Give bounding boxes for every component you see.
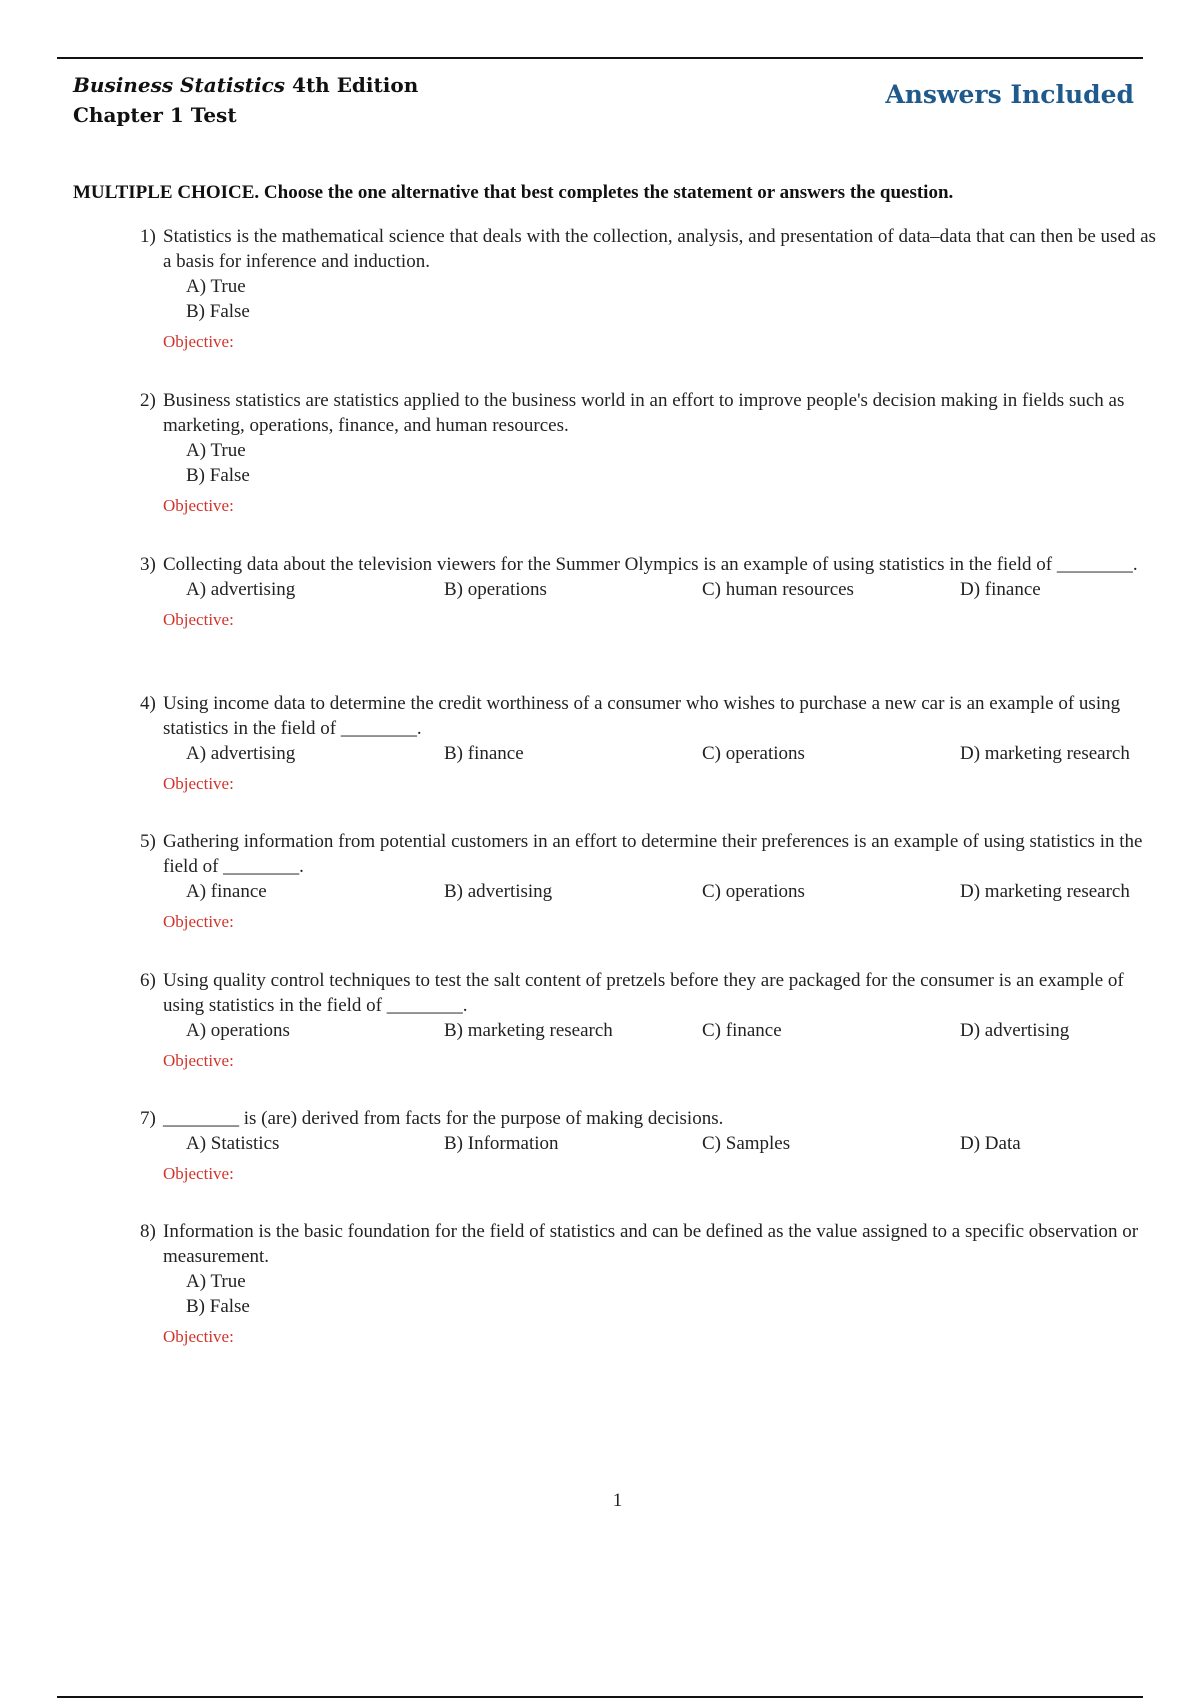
option-a: A) Statistics [186, 1133, 280, 1154]
question-text: Business statistics are statistics applied to the business world in an effort to improve people's decision making in fields such as marketing, operations, finance, and human resources. [163, 390, 1125, 436]
question-text: Statistics is the mathematical science that deals with the collection, analysis, and presentation of data–data that can then be used as a basis for inference and induction. [163, 226, 1156, 272]
option-a: A) advertising [186, 579, 296, 600]
question-stem [140, 388, 1160, 438]
question-number: 1) [140, 226, 156, 247]
question-text: Information is the basic foundation for the field of statistics and can be defined as the value assigned to a specific observation or measurement. [163, 1221, 1139, 1267]
option-a: A) operations [186, 1020, 290, 1041]
question-number: 2) [140, 390, 156, 411]
option-b: B) finance [444, 743, 524, 764]
question-stem [140, 224, 1160, 274]
question-number: 8) [140, 1221, 156, 1242]
answer-options [186, 1131, 1160, 1156]
option-d: D) marketing research [960, 881, 1130, 902]
question-1 [140, 224, 1160, 354]
option-d: D) Data [960, 1133, 1021, 1154]
question-number: 6) [140, 970, 156, 991]
question-number: 7) [140, 1108, 156, 1129]
option-c: C) human resources [702, 579, 854, 600]
question-5 [140, 829, 1160, 934]
objective-label: Objective: [163, 496, 234, 515]
document-header [73, 70, 418, 130]
chapter-title: Chapter 1 Test [73, 103, 237, 127]
question-text: Using income data to determine the credit worthiness of a consumer who wishes to purchase a new car is an example of using statistics in the field of ________. [163, 693, 1121, 739]
question-text: ________ is (are) derived from facts for the purpose of making decisions. [163, 1108, 724, 1129]
option-b: B) False [186, 465, 250, 486]
question-6 [140, 968, 1160, 1073]
page-number: 1 [612, 1490, 623, 1511]
objective-label: Objective: [163, 912, 234, 931]
question-text: Collecting data about the television viewers for the Summer Olympics is an example of using statistics in the field of ________. [163, 554, 1138, 575]
objective-label: Objective: [163, 1327, 234, 1346]
answer-options [186, 1269, 1160, 1319]
answer-options [186, 274, 1160, 324]
option-b: B) False [186, 301, 250, 322]
answer-options [186, 438, 1160, 488]
edition: 4th Edition [292, 73, 419, 97]
option-b: B) operations [444, 579, 547, 600]
option-c: C) Samples [702, 1133, 791, 1154]
option-a: A) advertising [186, 743, 296, 764]
question-2 [140, 388, 1160, 518]
top-rule [57, 57, 1143, 59]
answer-options [186, 741, 1160, 766]
question-text: Using quality control techniques to test the salt content of pretzels before they are packaged for the consumer is an example of using statistics in the field of ________. [163, 970, 1124, 1016]
question-stem [140, 552, 1160, 577]
option-d: D) finance [960, 579, 1041, 600]
question-stem [140, 829, 1160, 879]
question-stem [140, 968, 1160, 1018]
bottom-rule [57, 1696, 1143, 1698]
answer-options [186, 1018, 1160, 1043]
option-c: C) operations [702, 743, 805, 764]
option-b: B) Information [444, 1133, 559, 1154]
question-number: 4) [140, 693, 156, 714]
question-stem [140, 1106, 1160, 1131]
question-7 [140, 1106, 1160, 1186]
objective-label: Objective: [163, 774, 234, 793]
option-b: B) advertising [444, 881, 553, 902]
answers-included-badge: Answers Included [885, 80, 1134, 109]
book-title: Business Statistics [73, 73, 286, 97]
question-stem [140, 691, 1160, 741]
question-4 [140, 691, 1160, 796]
option-b: B) False [186, 1296, 250, 1317]
answer-options [186, 879, 1160, 904]
question-stem [140, 1219, 1160, 1269]
option-b: B) marketing research [444, 1020, 613, 1041]
option-a: A) True [186, 440, 246, 461]
option-d: D) advertising [960, 1020, 1070, 1041]
objective-label: Objective: [163, 610, 234, 629]
question-3 [140, 552, 1160, 632]
option-a: A) True [186, 1271, 246, 1292]
book-title-line [73, 70, 418, 100]
option-c: C) finance [702, 1020, 782, 1041]
option-d: D) marketing research [960, 743, 1130, 764]
answer-options [186, 577, 1160, 602]
option-a: A) finance [186, 881, 267, 902]
question-number: 5) [140, 831, 156, 852]
objective-label: Objective: [163, 1051, 234, 1070]
question-8 [140, 1219, 1160, 1349]
question-number: 3) [140, 554, 156, 575]
option-c: C) operations [702, 881, 805, 902]
objective-label: Objective: [163, 332, 234, 351]
objective-label: Objective: [163, 1164, 234, 1183]
section-instructions: MULTIPLE CHOICE. Choose the one alternative that best completes the statement or answers the question. [73, 182, 954, 203]
question-text: Gathering information from potential customers in an effort to determine their preferences is an example of using statistics in the field of ________. [163, 831, 1143, 877]
option-a: A) True [186, 276, 246, 297]
